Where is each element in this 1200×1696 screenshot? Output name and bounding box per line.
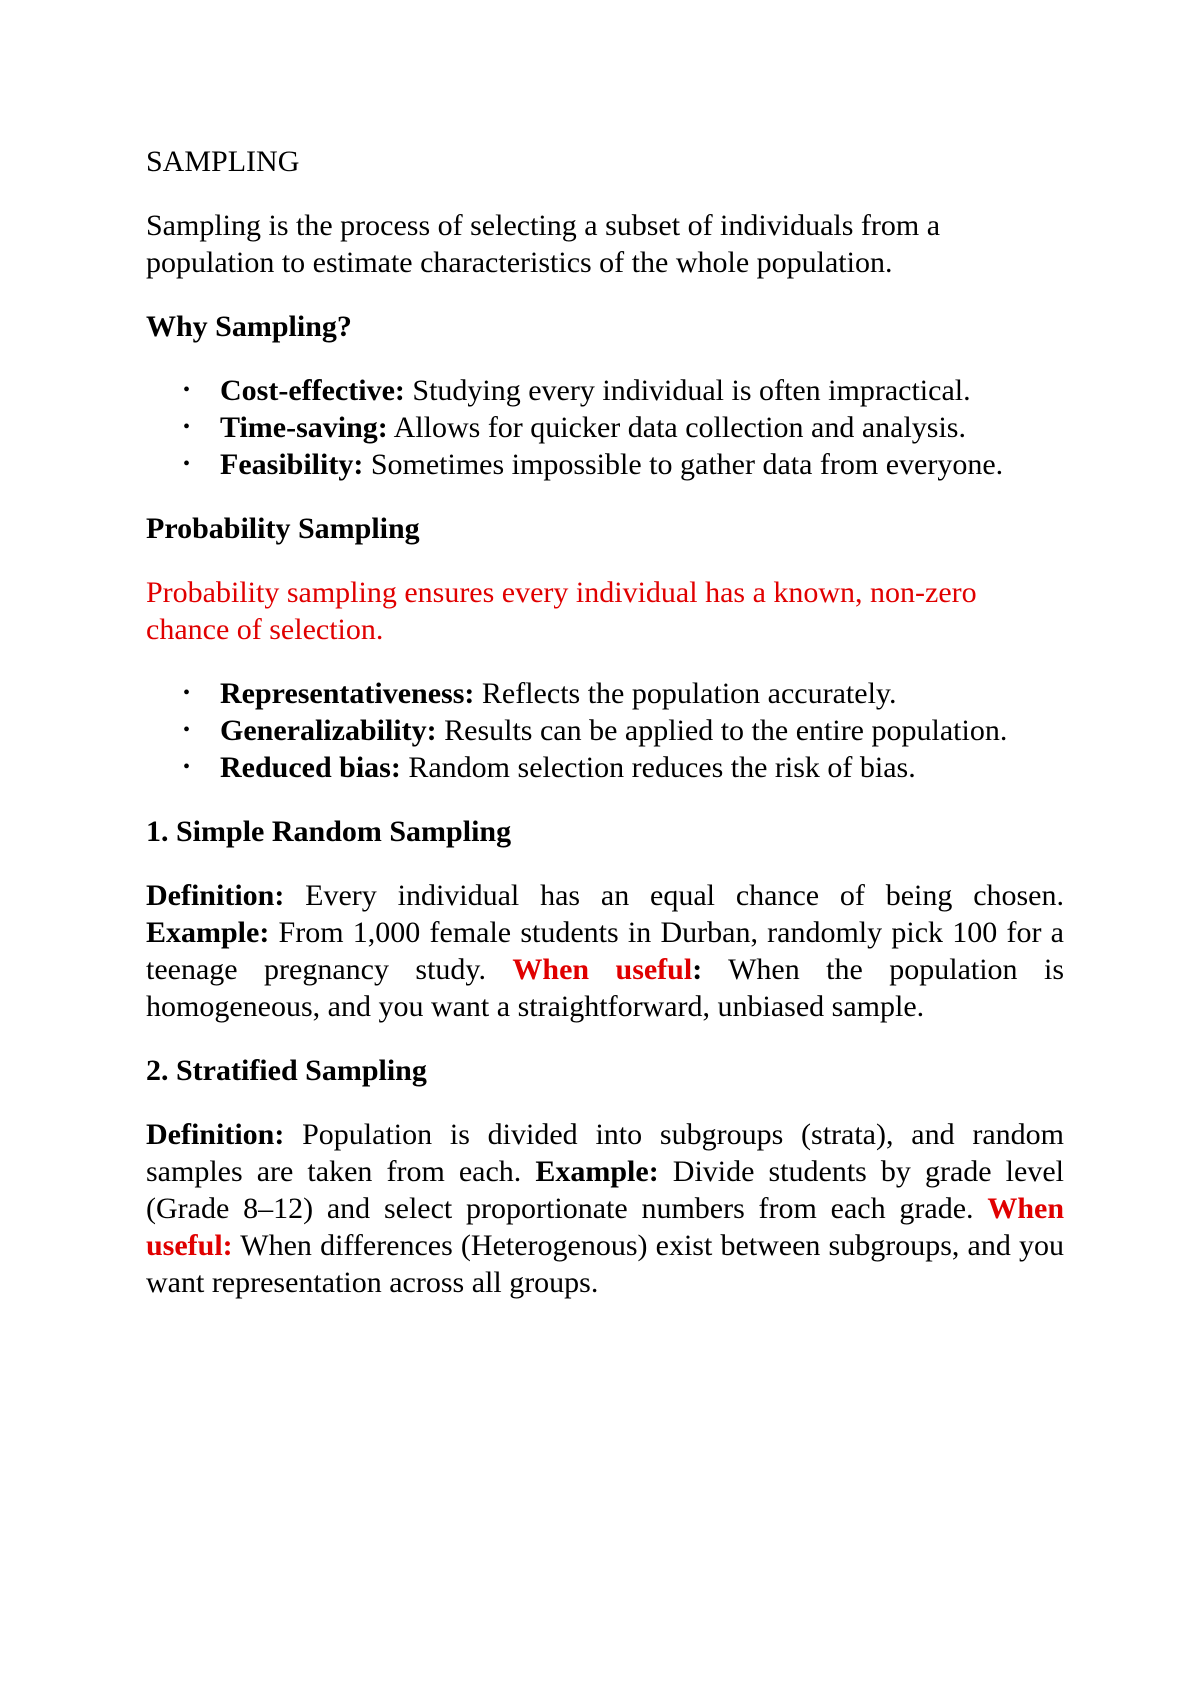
list-item-text: Reflects the population accurately.: [474, 677, 897, 710]
list-item: [146, 675, 1064, 712]
when-useful-colon: :: [692, 953, 703, 986]
when-useful-label: When useful:: [146, 1192, 1064, 1262]
list-item-term: Generalizability:: [220, 714, 437, 747]
list-item-text: Sometimes impossible to gather data from everyone.: [363, 448, 1004, 481]
intro-paragraph: Sampling is the process of selecting a subset of individuals from a population to estimate characteristics of the whole population.: [146, 209, 941, 279]
when-useful-label: When useful: [512, 953, 693, 986]
list-item-term: Cost-effective:: [220, 374, 405, 407]
when-useful-text: When differences (Heterogenous) exist between subgroups, and you want representation across all groups.: [146, 1229, 1064, 1299]
list-item: [146, 372, 1064, 409]
definition-text: Every individual has an equal chance of being chosen.: [284, 879, 1064, 912]
simple-random-paragraph: [146, 877, 1064, 1025]
list-item-text: Studying every individual is often impractical.: [404, 374, 971, 407]
bullet-icon: •: [183, 379, 191, 401]
bullet-icon: •: [183, 416, 191, 438]
list-item-term: Time-saving:: [220, 411, 388, 444]
definition-label: Definition:: [146, 879, 285, 912]
why-sampling-heading: Why Sampling?: [146, 310, 352, 343]
list-item: [146, 446, 1064, 483]
list-item-term: Feasibility:: [220, 448, 364, 481]
document-page: [146, 143, 1064, 1328]
list-item-term: Reduced bias:: [220, 751, 401, 784]
list-item-text: Random selection reduces the risk of bias.: [400, 751, 916, 784]
stratified-paragraph: [146, 1116, 1064, 1301]
definition-label: Definition:: [146, 1118, 285, 1151]
probability-benefits-list: [146, 675, 1064, 786]
list-item: [146, 409, 1064, 446]
example-text: From 1,000 female students in Durban, randomly pick 100 for a teenage pregnancy study.: [146, 916, 1064, 986]
example-text: Divide students by grade level (Grade 8–12) and select proportionate numbers from each grade.: [146, 1155, 1064, 1225]
stratified-heading: 2. Stratified Sampling: [146, 1054, 427, 1087]
list-item-text: Allows for quicker data collection and analysis.: [387, 411, 966, 444]
bullet-icon: •: [183, 453, 191, 475]
simple-random-heading: 1. Simple Random Sampling: [146, 815, 512, 848]
list-item-text: Results can be applied to the entire population.: [436, 714, 1008, 747]
why-sampling-list: [146, 372, 1064, 483]
bullet-icon: •: [183, 756, 191, 778]
example-label: Example:: [535, 1155, 659, 1188]
list-item-term: Representativeness:: [220, 677, 475, 710]
list-item: [146, 749, 1064, 786]
list-item: [146, 712, 1064, 749]
example-label: Example:: [146, 916, 270, 949]
document-title: SAMPLING: [146, 145, 300, 178]
bullet-icon: •: [183, 682, 191, 704]
probability-sampling-heading: Probability Sampling: [146, 512, 420, 545]
probability-definition: Probability sampling ensures every individual has a known, non-zero chance of selection.: [146, 576, 977, 646]
definition-text: Population is divided into subgroups (strata), and random samples are taken from each.: [146, 1118, 1064, 1188]
bullet-icon: •: [183, 719, 191, 741]
when-useful-text: When the population is homogeneous, and you want a straightforward, unbiased sample.: [146, 953, 1064, 1023]
